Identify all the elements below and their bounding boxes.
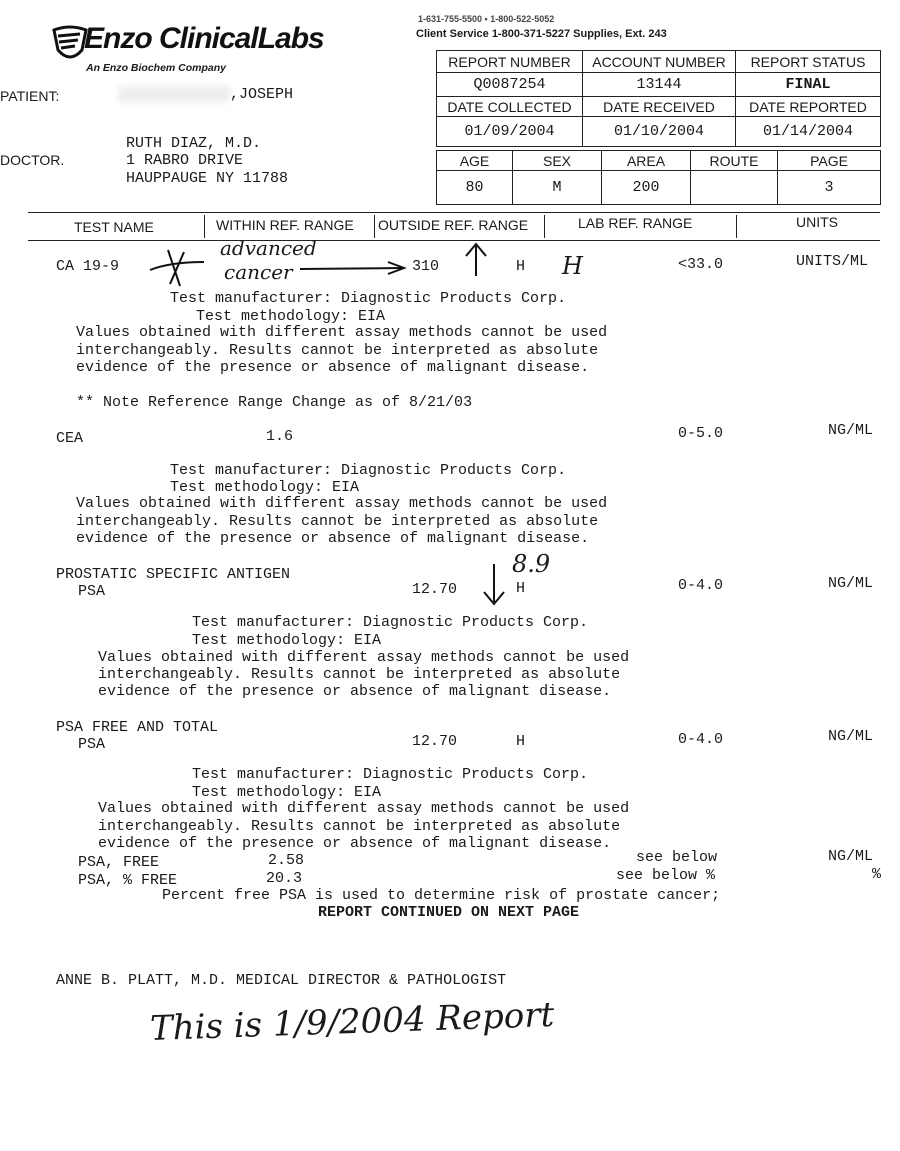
area-value: 200 <box>602 171 691 205</box>
test-flag-psa: H <box>516 580 526 597</box>
handwritten-advanced: advanced <box>220 236 317 260</box>
test-units-psa: NG/ML <box>828 575 874 592</box>
psa2-methodology: Test methodology: EIA <box>192 784 382 801</box>
date-reported-label: DATE REPORTED <box>736 97 881 117</box>
test-value-psa-free: 2.58 <box>268 852 305 869</box>
psa2-manufacturer: Test manufacturer: Diagnostic Products Corp. <box>192 766 589 783</box>
account-number-label: ACCOUNT NUMBER <box>583 51 736 73</box>
report-status-label: REPORT STATUS <box>736 51 881 73</box>
cea-disclaimer-1: Values obtained with different assay methods cannot be used <box>76 495 608 512</box>
date-received-label: DATE RECEIVED <box>583 97 736 117</box>
test-units-psa-free: NG/ML <box>828 848 874 865</box>
handwritten-report-note: This is 1/9/2004 Report <box>149 994 555 1050</box>
psa2-disclaimer-1: Values obtained with different assay methods cannot be used <box>98 800 630 817</box>
psa2-disclaimer-2: interchangeably. Results cannot be interpreted as absolute <box>98 818 621 835</box>
psa-disclaimer-3: evidence of the presence or absence of malignant disease. <box>98 683 612 700</box>
report-number-label: REPORT NUMBER <box>437 51 583 73</box>
test-name-psa-pct: PSA, % FREE <box>78 872 178 889</box>
col-lab-range: LAB REF. RANGE <box>578 215 693 231</box>
col-units: UNITS <box>796 214 838 230</box>
test-flag-ca199: H <box>516 258 526 275</box>
test-value-psa-pct: 20.3 <box>266 870 303 887</box>
test-group-psa: PROSTATIC SPECIFIC ANTIGEN <box>56 566 291 583</box>
test-units-cea: NG/ML <box>828 422 874 439</box>
psa-disclaimer-2: interchangeably. Results cannot be interpreted as absolute <box>98 666 621 683</box>
cea-disclaimer-2: interchangeably. Results cannot be interpreted as absolute <box>76 513 599 530</box>
ca199-disclaimer-3: evidence of the presence or absence of malignant disease. <box>76 359 590 376</box>
psa-manufacturer: Test manufacturer: Diagnostic Products Corp. <box>192 614 589 631</box>
percent-free-note: Percent free PSA is used to determine risk of prostate cancer; <box>162 887 721 904</box>
age-value: 80 <box>437 171 513 205</box>
age-label: AGE <box>437 151 513 171</box>
test-value-cea: 1.6 <box>266 428 294 445</box>
test-range-psa-pct: see below % <box>616 867 716 884</box>
test-name-psa-free: PSA, FREE <box>78 854 160 871</box>
report-number: Q0087254 <box>437 73 583 97</box>
client-service-line: Client Service 1-800-371-5227 Supplies, Ext. 243 <box>416 28 667 40</box>
report-status: FINAL <box>736 73 881 97</box>
test-range-ca199: <33.0 <box>678 256 724 273</box>
route-label: ROUTE <box>691 151 778 171</box>
patient-name: ,JOSEPH <box>230 86 294 103</box>
patient-info-table <box>436 150 881 205</box>
report-continued: REPORT CONTINUED ON NEXT PAGE <box>318 904 580 921</box>
doctor-address-1: 1 RABRO DRIVE <box>126 152 244 169</box>
test-value-ca199: 310 <box>412 258 440 275</box>
doctor-address-2: HAUPPAUGE NY 11788 <box>126 170 289 187</box>
test-range-psa-free: see below <box>636 849 718 866</box>
ca199-disclaimer-1: Values obtained with different assay methods cannot be used <box>76 324 608 341</box>
test-units-ca199: UNITS/ML <box>796 253 869 270</box>
test-units-psa-2: NG/ML <box>828 728 874 745</box>
col-within-range: WITHIN REF. RANGE <box>216 217 354 233</box>
test-value-psa-2: 12.70 <box>412 733 458 750</box>
doctor-label: DOCTOR. <box>0 152 65 168</box>
date-reported: 01/14/2004 <box>736 117 881 147</box>
psa2-disclaimer-3: evidence of the presence or absence of malignant disease. <box>98 835 612 852</box>
account-number: 13144 <box>583 73 736 97</box>
test-flag-psa-2: H <box>516 733 526 750</box>
handwritten-cancer: cancer <box>224 260 293 284</box>
route-value <box>691 171 778 205</box>
ca199-disclaimer-2: interchangeably. Results cannot be interpreted as absolute <box>76 342 599 359</box>
sex-label: SEX <box>513 151 602 171</box>
test-group-psa-free-total: PSA FREE AND TOTAL <box>56 719 219 736</box>
page-value: 3 <box>778 171 881 205</box>
date-collected-label: DATE COLLECTED <box>437 97 583 117</box>
test-range-psa-2: 0-4.0 <box>678 731 724 748</box>
col-test-name: TEST NAME <box>74 219 154 235</box>
test-range-psa: 0-4.0 <box>678 577 724 594</box>
handwritten-psa-note: 8.9 <box>512 550 551 578</box>
report-info-table <box>436 50 881 147</box>
page-label: PAGE <box>778 151 881 171</box>
test-name-ca199: CA 19-9 <box>56 258 120 275</box>
ca199-methodology: Test methodology: EIA <box>196 308 386 325</box>
cea-methodology: Test methodology: EIA <box>170 479 360 496</box>
test-range-cea: 0-5.0 <box>678 425 724 442</box>
test-name-cea: CEA <box>56 430 84 447</box>
reference-range-note: ** Note Reference Range Change as of 8/21/03 <box>76 394 473 411</box>
patient-label: PATIENT: <box>0 88 60 104</box>
date-received: 01/10/2004 <box>583 117 736 147</box>
cea-manufacturer: Test manufacturer: Diagnostic Products Corp. <box>170 462 567 479</box>
handwritten-h-mark: H <box>562 252 583 280</box>
ca199-manufacturer: Test manufacturer: Diagnostic Products Corp. <box>170 290 567 307</box>
logo-subtitle: An Enzo Biochem Company <box>86 62 227 74</box>
psa-methodology: Test methodology: EIA <box>192 632 382 649</box>
handwritten-down-arrow-icon <box>480 562 510 608</box>
test-value-psa: 12.70 <box>412 581 458 598</box>
test-units-psa-pct: % <box>872 866 882 883</box>
logo-wordmark: Enzo ClinicalLabs <box>84 22 324 55</box>
doctor-name: RUTH DIAZ, M.D. <box>126 135 262 152</box>
handwritten-arrows-icon <box>140 236 600 292</box>
psa-disclaimer-1: Values obtained with different assay methods cannot be used <box>98 649 630 666</box>
test-name-psa-2: PSA <box>78 736 106 753</box>
sex-value: M <box>513 171 602 205</box>
cea-disclaimer-3: evidence of the presence or absence of malignant disease. <box>76 530 590 547</box>
date-collected: 01/09/2004 <box>437 117 583 147</box>
test-name-psa: PSA <box>78 583 106 600</box>
medical-director: ANNE B. PLATT, M.D. MEDICAL DIRECTOR & PATHOLOGIST <box>56 972 507 989</box>
phone-line: 1-631-755-5500 • 1-800-522-5052 <box>418 14 555 24</box>
col-outside-range: OUTSIDE REF. RANGE <box>378 217 529 233</box>
redacted-surname <box>118 86 230 102</box>
area-label: AREA <box>602 151 691 171</box>
